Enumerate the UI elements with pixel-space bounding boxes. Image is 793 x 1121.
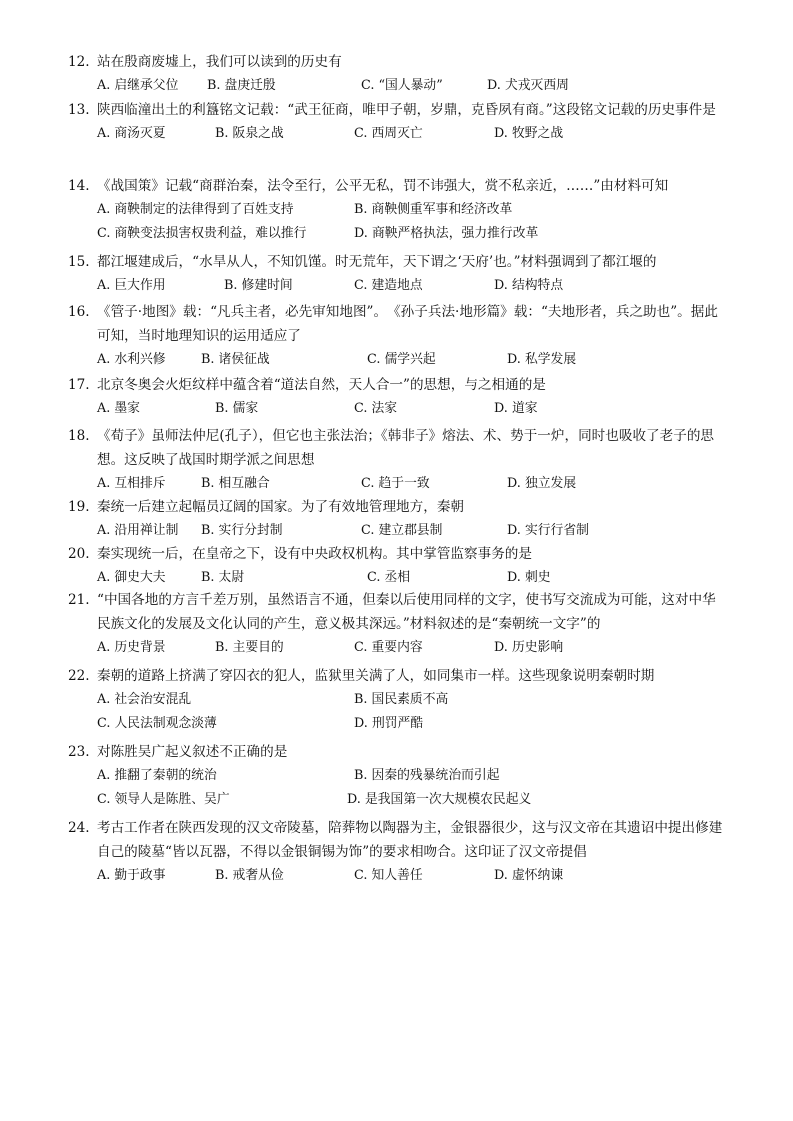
question-22	[68, 664, 728, 736]
option-b: B. 因秦的残暴统治而引起	[354, 768, 500, 783]
option-a: A. 沿用禅让制	[97, 523, 179, 538]
question-13	[68, 98, 728, 146]
option-d: D. 结构特点	[494, 278, 564, 293]
option-a: A. 勤于政事	[97, 868, 166, 883]
question-stem: 秦朝的道路上挤满了穿囚衣的犯人，监狱里关满了人，如同集市一样。这些现象说明秦朝时期	[97, 668, 655, 684]
option-d: D. 虚怀纳谏	[494, 868, 564, 883]
option-a: A. 商鞅制定的法律得到了百姓支持	[97, 202, 294, 217]
option-c: C. 建造地点	[354, 278, 423, 293]
question-21	[68, 588, 728, 660]
option-d: D. 牧野之战	[494, 126, 564, 141]
option-c: C. 儒学兴起	[367, 352, 436, 367]
question-stem: 《荀子》虽师法仲尼(孔子），但它也主张法治；《韩非子》熔法、术、势于一炉，同时也吸收了老子的思想。这反映了战国时期学派之间思想	[97, 428, 715, 468]
option-a: A. 商汤灭夏	[97, 126, 166, 141]
option-a: A. 推翻了秦朝的统治	[97, 768, 217, 783]
question-stem: 秦实现统一后，在皇帝之下，设有中央政权机构。其中掌管监察事务的是	[97, 546, 532, 562]
option-b: B. 商鞅侧重军事和经济改革	[354, 202, 513, 217]
question-12	[68, 50, 728, 98]
option-a: A. 启继承父位	[97, 78, 179, 93]
option-b: B. 实行分封制	[201, 523, 283, 538]
option-b: B. 主要目的	[215, 640, 284, 655]
question-number: 22.	[68, 668, 90, 684]
question-number: 21.	[68, 592, 90, 608]
option-d: D. 历史影响	[494, 640, 564, 655]
option-d: D. 私学发展	[507, 352, 577, 367]
option-b: B. 国民素质不高	[354, 692, 449, 707]
option-b: B. 阪泉之战	[215, 126, 284, 141]
question-stem: 站在殷商废墟上，我们可以读到的历史有	[97, 54, 342, 70]
question-number: 23.	[68, 744, 90, 760]
option-c: C. 人民法制观念淡薄	[97, 716, 217, 731]
question-stem: 陕西临潼出土的利簋铭文记载：“武王征商，唯甲子朝，岁鼎，克昏夙有商。”这段铭文记载的历史事件是	[97, 102, 716, 118]
option-d: D. 刺史	[507, 570, 551, 585]
option-c: C. 领导人是陈胜、吴广	[97, 792, 230, 807]
question-number: 16.	[68, 304, 90, 320]
option-d: D. 道家	[494, 401, 538, 416]
option-d: D. 是我国第一次大规模农民起义	[347, 792, 532, 807]
option-c: C. “国人暴动”	[361, 78, 443, 93]
option-b: B. 戒奢从俭	[215, 868, 284, 883]
option-d: D. 刑罚严酷	[354, 716, 424, 731]
option-a: A. 墨家	[97, 401, 140, 416]
option-d: D. 商鞅严格执法，强力推行改革	[354, 226, 539, 241]
question-number: 15.	[68, 254, 90, 270]
question-16	[68, 300, 728, 372]
option-b: B. 盘庚迁殷	[207, 78, 276, 93]
option-c: C. 知人善任	[354, 868, 423, 883]
option-a: A. 历史背景	[97, 640, 166, 655]
question-14	[68, 174, 728, 246]
question-stem: 秦统一后建立起幅员辽阔的国家。为了有效地管理地方，秦朝	[97, 499, 465, 515]
question-23	[68, 740, 728, 812]
question-stem: 对陈胜吴广起义叙述不正确的是	[97, 744, 288, 760]
question-number: 14.	[68, 178, 90, 194]
question-stem: 北京冬奥会火炬纹样中蕴含着“道法自然，天人合一”的思想，与之相通的是	[97, 377, 546, 393]
option-c: C. 重要内容	[354, 640, 423, 655]
question-number: 19.	[68, 499, 90, 515]
option-a: A. 水利兴修	[97, 352, 166, 367]
question-stem: “中国各地的方言千差万别，虽然语言不通，但秦以后使用同样的文字，使书写交流成为可能，这对中华民族文化的发展及文化认同的产生，意义极其深远。”材料叙述的是“秦朝统一文字”的	[97, 592, 716, 632]
option-a: A. 巨大作用	[97, 278, 166, 293]
question-18	[68, 424, 728, 496]
option-b: B. 太尉	[201, 570, 245, 585]
option-b: B. 相互融合	[201, 476, 270, 491]
option-d: D. 实行行省制	[507, 523, 589, 538]
option-b: B. 修建时间	[224, 278, 293, 293]
option-a: A. 社会治安混乱	[97, 692, 192, 707]
question-number: 13.	[68, 102, 90, 118]
question-stem: 考古工作者在陕西发现的汉文帝陵墓，陪葬物以陶器为主，金银器很少，这与汉文帝在其遗诏中提出修建自己的陵墓“皆以瓦器，不得以金银铜锡为饰”的要求相吻合。这印证了汉文帝提倡	[97, 820, 723, 860]
question-stem: 《战国策》记载“商群治秦，法令至行，公平无私，罚不讳强大，赏不私亲近，……”由材料可知	[97, 178, 669, 194]
option-b: B. 儒家	[215, 401, 259, 416]
option-d: D. 独立发展	[507, 476, 577, 491]
question-17	[68, 373, 728, 421]
question-stem: 都江堰建成后，“水旱从人，不知饥馑。时无荒年，天下谓之‘天府’也。”材料强调到了都江堰的	[97, 254, 657, 270]
question-number: 18.	[68, 428, 90, 444]
question-number: 12.	[68, 54, 90, 70]
option-c: C. 商鞅变法损害权贵利益，难以推行	[97, 226, 307, 241]
option-c: C. 建立郡县制	[361, 523, 443, 538]
option-c: C. 西周灭亡	[354, 126, 423, 141]
option-d: D. 犬戎灭西周	[487, 78, 569, 93]
question-number: 17.	[68, 377, 90, 393]
option-c: C. 丞相	[367, 570, 411, 585]
question-20	[68, 542, 728, 590]
option-a: A. 御史大夫	[97, 570, 166, 585]
question-15	[68, 250, 728, 298]
question-19	[68, 495, 728, 543]
option-c: C. 趋于一致	[361, 476, 430, 491]
question-number: 20.	[68, 546, 90, 562]
option-c: C. 法家	[354, 401, 398, 416]
option-b: B. 诸侯征战	[201, 352, 270, 367]
question-stem: 《管子·地图》载：“凡兵主者，必先审知地图”。 《孙子兵法·地形篇》载：“夫地形者，兵之助也”。据此可知，当时地理知识的运用适应了	[97, 304, 718, 344]
question-number: 24.	[68, 820, 90, 836]
option-a: A. 互相排斥	[97, 476, 166, 491]
question-24	[68, 816, 728, 888]
